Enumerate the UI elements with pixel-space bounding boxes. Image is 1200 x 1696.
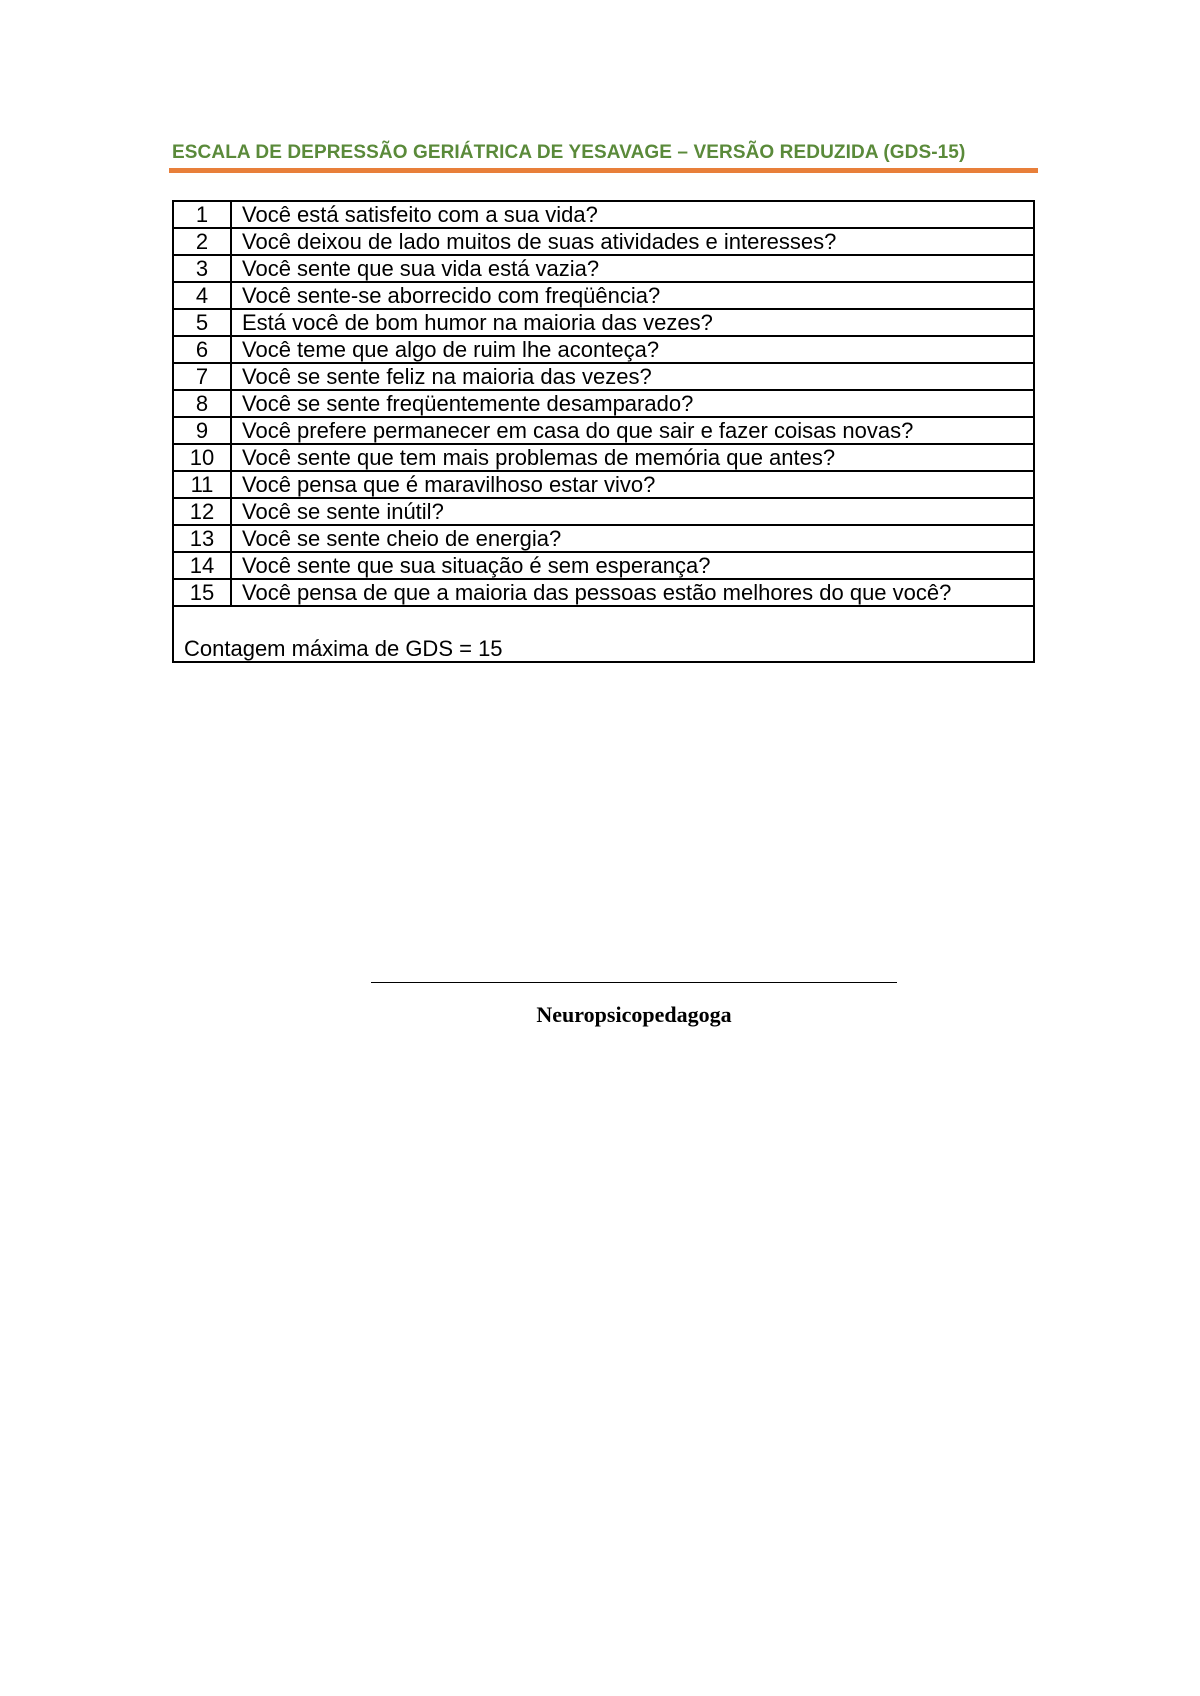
- question-text: Você prefere permanecer em casa do que sair e fazer coisas novas?: [231, 417, 1034, 444]
- question-text: Você sente que sua situação é sem esperança?: [231, 552, 1034, 579]
- question-number: 10: [173, 444, 231, 471]
- question-number: 2: [173, 228, 231, 255]
- page-title: ESCALA DE DEPRESSÃO GERIÁTRICA DE YESAVAGE – VERSÃO REDUZIDA (GDS-15): [172, 142, 966, 163]
- question-number: 15: [173, 579, 231, 606]
- total-row: [173, 606, 1034, 662]
- question-number: 1: [173, 201, 231, 228]
- question-row: [173, 282, 1034, 309]
- question-text: Você está satisfeito com a sua vida?: [231, 201, 1034, 228]
- question-text: Você se sente feliz na maioria das vezes?: [231, 363, 1034, 390]
- question-number: 3: [173, 255, 231, 282]
- question-text: Você sente-se aborrecido com freqüência?: [231, 282, 1034, 309]
- question-number: 12: [173, 498, 231, 525]
- question-row: [173, 498, 1034, 525]
- question-row: [173, 201, 1034, 228]
- question-text: Você se sente inútil?: [231, 498, 1034, 525]
- question-row: [173, 552, 1034, 579]
- question-table-body: [173, 201, 1034, 606]
- question-text: Você deixou de lado muitos de suas atividades e interesses?: [231, 228, 1034, 255]
- question-row: [173, 444, 1034, 471]
- signature-line: [371, 982, 897, 983]
- question-number: 5: [173, 309, 231, 336]
- question-number: 7: [173, 363, 231, 390]
- question-number: 6: [173, 336, 231, 363]
- question-row: [173, 471, 1034, 498]
- question-number: 8: [173, 390, 231, 417]
- question-row: [173, 390, 1034, 417]
- gds-question-table: [172, 200, 1035, 663]
- question-row: [173, 336, 1034, 363]
- question-text: Você sente que sua vida está vazia?: [231, 255, 1034, 282]
- question-text: Você teme que algo de ruim lhe aconteça?: [231, 336, 1034, 363]
- question-text: Você pensa de que a maioria das pessoas estão melhores do que você?: [231, 579, 1034, 606]
- signature-label: Neuropsicopedagoga: [536, 1002, 732, 1027]
- question-row: [173, 417, 1034, 444]
- question-number: 14: [173, 552, 231, 579]
- question-row: [173, 255, 1034, 282]
- question-row: [173, 309, 1034, 336]
- question-text: Você se sente cheio de energia?: [231, 525, 1034, 552]
- question-number: 11: [173, 471, 231, 498]
- question-text: Você pensa que é maravilhoso estar vivo?: [231, 471, 1034, 498]
- question-number: 4: [173, 282, 231, 309]
- question-text: Você se sente freqüentemente desamparado?: [231, 390, 1034, 417]
- question-row: [173, 228, 1034, 255]
- question-row: [173, 525, 1034, 552]
- title-underline: [169, 168, 1038, 173]
- question-number: 13: [173, 525, 231, 552]
- max-score-note: Contagem máxima de GDS = 15: [173, 606, 1034, 662]
- question-row: [173, 579, 1034, 606]
- question-row: [173, 363, 1034, 390]
- question-text: Está você de bom humor na maioria das vezes?: [231, 309, 1034, 336]
- question-text: Você sente que tem mais problemas de memória que antes?: [231, 444, 1034, 471]
- question-number: 9: [173, 417, 231, 444]
